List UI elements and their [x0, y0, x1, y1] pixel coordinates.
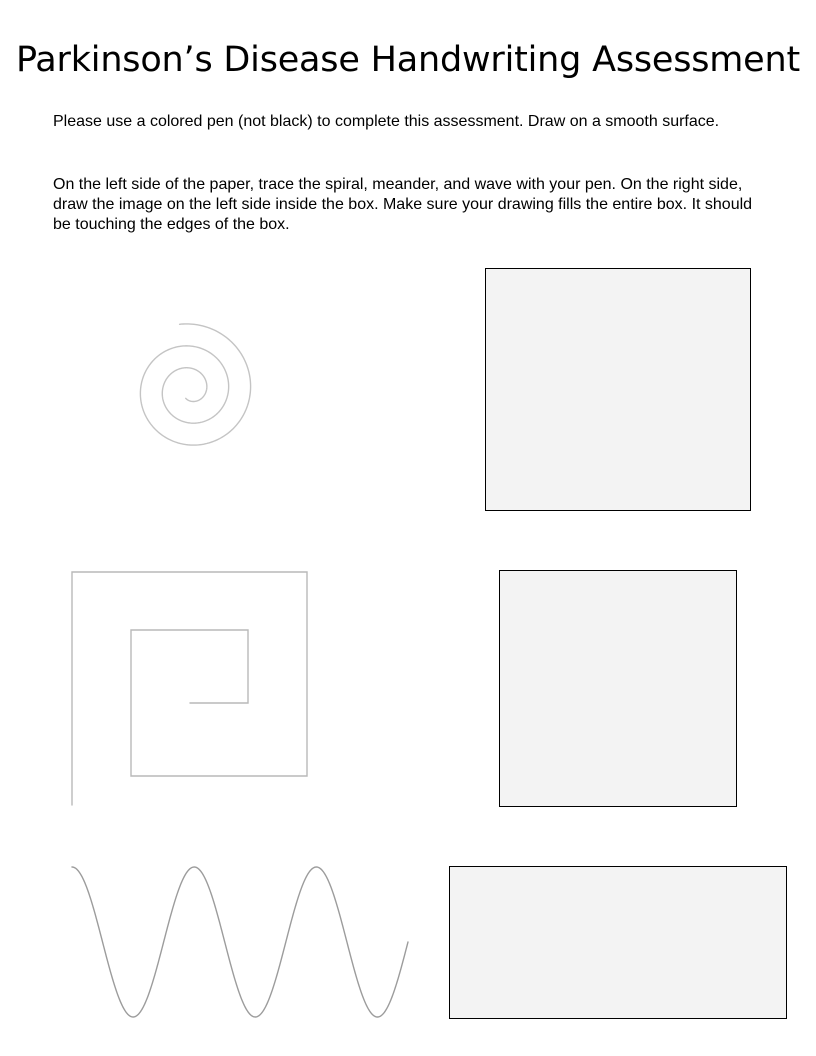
instruction-paragraph-trace: On the left side of the paper, trace the spiral, meander, and wave with your pen. On the right side, draw the image on the left side inside the box. Make sure your drawing fills the entire box. It should be touching the edges of the box.: [53, 176, 753, 233]
spiral-drawing-box[interactable]: [485, 268, 751, 511]
spiral-figure: [40, 250, 340, 530]
meander-drawing-box[interactable]: [499, 570, 737, 807]
meander-trace-path: [72, 572, 307, 805]
instruction-paragraph-pen: Please use a colored pen (not black) to complete this assessment. Draw on a smooth surface.: [53, 113, 720, 130]
page-title: Parkinson’s Disease Handwriting Assessment: [15, 40, 801, 80]
wave-figure: [60, 855, 420, 1030]
meander-figure: [60, 560, 320, 820]
spiral-trace-path: [140, 324, 250, 445]
wave-trace-path: [72, 867, 408, 1017]
wave-drawing-box[interactable]: [449, 866, 787, 1019]
